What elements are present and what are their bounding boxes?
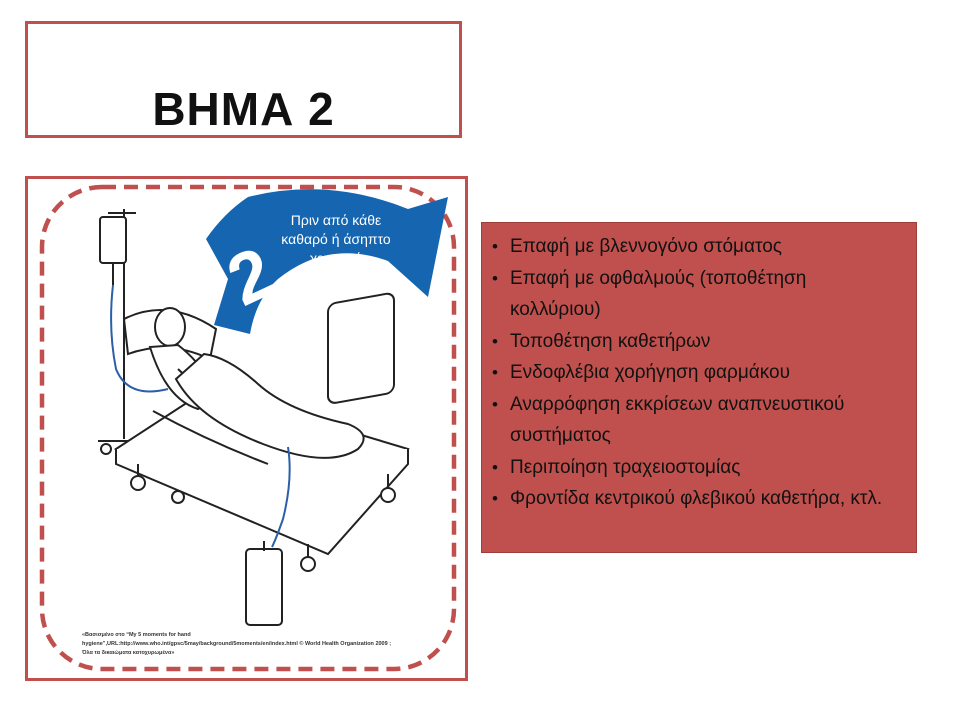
bullet-item: • Φροντίδα κεντρικού φλεβικού καθετήρα, κτλ. bbox=[492, 483, 902, 515]
bullet-item: • Αναρρόφηση εκκρίσεων αναπνευστικού συστήματος bbox=[492, 389, 902, 452]
bullet-item: • Επαφή με οφθαλμούς (τοποθέτηση κολλύριου) bbox=[492, 263, 902, 326]
image-credit: «Βασισμένο στο “My 5 moments for hand hygiene”,URL:http://www.who.int/gpsc/5may/background/5moments/en/index.html © World Health Organization 2009 ; Όλα τα δικαιώματα κατοχυρωμένα» bbox=[82, 632, 392, 656]
bullet-item: • Τοποθέτηση καθετήρων bbox=[492, 326, 902, 358]
bullet-list bbox=[492, 231, 902, 515]
step-number-icon: 2 bbox=[215, 232, 287, 322]
illustration-panel bbox=[25, 176, 468, 681]
title-box bbox=[25, 21, 462, 138]
arrow-caption: Πριν από κάθε καθαρό ή άσηπτο χειρισμό bbox=[281, 212, 391, 266]
bullet-item: • Ενδοφλέβια χορήγηση φαρμάκου bbox=[492, 357, 902, 389]
bullet-item: • Περιποίηση τραχειοστομίας bbox=[492, 452, 902, 484]
slide-title: ΒΗΜΑ 2 bbox=[152, 83, 335, 135]
indications-list-box bbox=[481, 222, 917, 553]
bullet-item: • Επαφή με βλεννογόνο στόματος bbox=[492, 231, 902, 263]
